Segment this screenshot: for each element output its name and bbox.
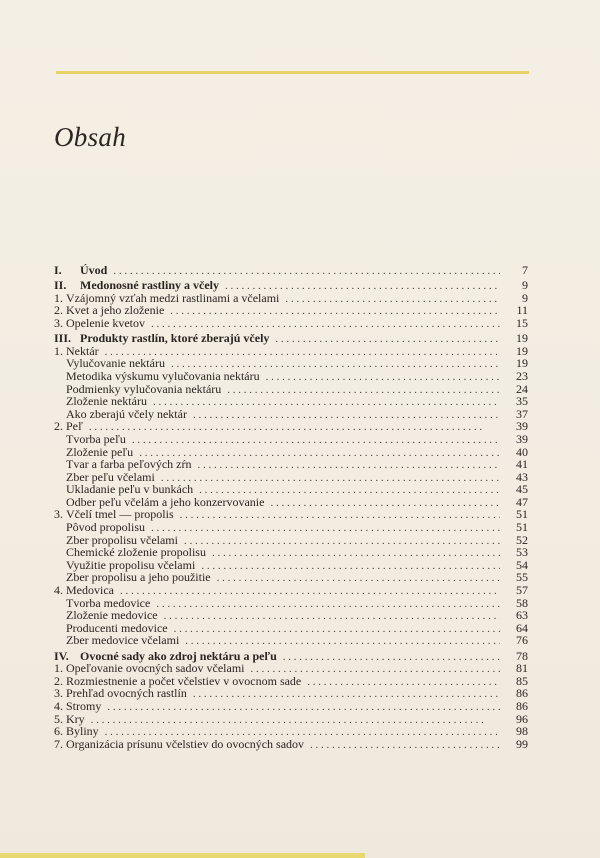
- toc-entry-label: Metodika výskumu vylučovania nektáru: [66, 368, 260, 383]
- toc-entry: [54, 725, 528, 738]
- toc-entry-label: Zber medovice včelami: [66, 633, 180, 648]
- toc-entry-label: Ako zberajú včely nektár: [66, 406, 187, 421]
- toc-entry: [54, 521, 528, 534]
- toc-entry-number: 3.: [54, 315, 63, 330]
- toc-entry-number: III.: [54, 331, 72, 346]
- toc-entry-label: Ukladanie peľu v bunkách: [66, 482, 194, 497]
- toc-entry-page: 63: [516, 608, 528, 623]
- toc-entry-page: 9: [522, 290, 528, 305]
- toc-entry-number: 2.: [54, 419, 63, 434]
- toc-entry-page: 7: [522, 263, 528, 277]
- toc-entry-page: 51: [516, 520, 528, 535]
- toc-entry-page: 15: [516, 315, 528, 330]
- toc-entry-label: Úvod: [80, 263, 108, 277]
- toc-entry-label: Rozmiestnenie a počet včelstiev v ovocnom sade: [66, 673, 302, 688]
- toc-entry-number: 1.: [54, 290, 63, 305]
- toc-entry: [54, 408, 528, 421]
- toc-entry-label: Nektár: [66, 343, 99, 358]
- dot-leader: [151, 318, 500, 331]
- toc-entry-label: Prehľad ovocných rastlín: [66, 686, 187, 701]
- toc-entry-label: Tvorba medovice: [66, 595, 151, 610]
- toc-entry-label: Byliny: [66, 724, 99, 739]
- toc-entry-label: Opeľovanie ovocných sadov včelami: [66, 661, 245, 676]
- table-of-contents: [54, 264, 528, 750]
- toc-entry: [54, 279, 528, 292]
- toc-entry: [54, 687, 528, 700]
- toc-entry-label: Kvet a jeho zloženie: [66, 303, 165, 318]
- toc-entry-label: Kry: [66, 711, 85, 726]
- toc-entry-page: 81: [516, 661, 528, 676]
- toc-entry-page: 41: [516, 457, 528, 472]
- toc-entry-number: 7.: [54, 736, 63, 751]
- toc-entry-page: 43: [516, 469, 528, 484]
- toc-entry: [54, 458, 528, 471]
- toc-entry-label: Zloženie medovice: [66, 608, 158, 623]
- toc-entry-label: Ovocné sady ako zdroj nektáru a peľu: [80, 648, 277, 663]
- toc-entry-label: Organizácia prísunu včelstiev do ovocných sadov: [66, 736, 305, 751]
- dot-leader: [113, 265, 500, 278]
- toc-entry-page: 85: [516, 673, 528, 688]
- toc-entry-page: 37: [516, 406, 528, 421]
- toc-entry-label: Zber propolisu včelami: [66, 532, 178, 547]
- toc-entry-number: 4.: [54, 698, 63, 713]
- toc-entry-number: 4.: [54, 583, 63, 598]
- toc-entry-page: 23: [516, 368, 528, 383]
- toc-entry: [54, 634, 528, 647]
- toc-entry-label: Zber peľu včelami: [66, 469, 155, 484]
- toc-entry-page: 96: [516, 711, 528, 726]
- toc-entry: [54, 584, 528, 597]
- toc-entry: [54, 395, 528, 408]
- toc-entry: [54, 713, 528, 726]
- toc-entry-page: 19: [516, 343, 528, 358]
- toc-entry: [54, 738, 528, 751]
- toc-entry-number: IV.: [54, 648, 69, 663]
- toc-entry: [54, 433, 528, 446]
- toc-entry-number: 2.: [54, 673, 63, 688]
- toc-entry-label: Chemické zloženie propolisu: [66, 545, 206, 560]
- page-title: Obsah: [54, 122, 127, 152]
- toc-entry-page: 64: [516, 620, 528, 635]
- toc-entry: [54, 483, 528, 496]
- bottom-edge-strip: [0, 853, 365, 858]
- toc-entry-label: Zloženie nektáru: [66, 394, 147, 409]
- toc-entry: [54, 317, 528, 330]
- toc-entry: [54, 264, 528, 277]
- toc-entry-page: 58: [516, 595, 528, 610]
- toc-entry-label: Producenti medovice: [66, 620, 168, 635]
- toc-entry-number: 1.: [54, 343, 63, 358]
- toc-entry-number: 3.: [54, 507, 63, 522]
- toc-entry-label: Odber peľu včelám a jeho konzervovanie: [66, 494, 265, 509]
- toc-entry: [54, 700, 528, 713]
- toc-entry-page: 19: [516, 331, 528, 346]
- toc-entry: [54, 332, 528, 345]
- toc-entry: [54, 662, 528, 675]
- toc-entry-label: Včelí tmel — propolis: [66, 507, 174, 522]
- toc-entry-number: 2.: [54, 303, 63, 318]
- toc-entry-page: 57: [516, 583, 528, 598]
- toc-entry-label: Využitie propolisu včelami: [66, 557, 196, 572]
- toc-entry-label: Medonosné rastliny a včely: [80, 278, 219, 293]
- toc-entry-label: Podmienky vylučovania nektáru: [66, 381, 222, 396]
- toc-entry-page: 39: [516, 431, 528, 446]
- toc-entry-page: 24: [516, 381, 528, 396]
- toc-entry: [54, 370, 528, 383]
- toc-entry-page: 45: [516, 482, 528, 497]
- toc-entry-label: Produkty rastlín, ktoré zberajú včely: [80, 331, 270, 346]
- toc-entry-label: Zloženie peľu: [66, 444, 134, 459]
- toc-entry-page: 78: [516, 648, 528, 663]
- toc-entry-page: 55: [516, 570, 528, 585]
- toc-entry-number: 3.: [54, 686, 63, 701]
- toc-entry-page: 11: [516, 303, 528, 318]
- toc-entry-page: 86: [516, 686, 528, 701]
- toc-entry-number: I.: [54, 263, 62, 277]
- toc-entry-number: 5.: [54, 711, 63, 726]
- toc-entry-number: 1.: [54, 661, 63, 676]
- toc-entry-page: 52: [516, 532, 528, 547]
- toc-entry: [54, 546, 528, 559]
- toc-entry-page: 9: [522, 278, 528, 293]
- toc-entry-label: Vylučovanie nektáru: [66, 356, 165, 371]
- toc-entry-page: 53: [516, 545, 528, 560]
- toc-entry-page: 19: [516, 356, 528, 371]
- toc-entry-number: II.: [54, 278, 67, 293]
- toc-entry-label: Vzájomný vzťah medzi rastlinami a včelami: [66, 290, 280, 305]
- toc-entry-label: Zber propolisu a jeho použitie: [66, 570, 211, 585]
- toc-entry: [54, 571, 528, 584]
- dot-leader: [310, 739, 500, 752]
- toc-entry-number: 6.: [54, 724, 63, 739]
- toc-entry-page: 54: [516, 557, 528, 572]
- toc-entry-label: Tvorba peľu: [66, 431, 126, 446]
- dot-leader: [185, 635, 500, 648]
- toc-entry-page: 76: [516, 633, 528, 648]
- toc-entry-page: 51: [516, 507, 528, 522]
- toc-entry-page: 35: [516, 394, 528, 409]
- toc-entry-page: 98: [516, 724, 528, 739]
- toc-entry-page: 86: [516, 698, 528, 713]
- toc-entry-label: Peľ: [66, 419, 83, 434]
- toc-entry-label: Stromy: [66, 698, 102, 713]
- toc-entry-label: Opelenie kvetov: [66, 315, 145, 330]
- toc-entry-page: 47: [516, 494, 528, 509]
- toc-entry-label: Medovica: [66, 583, 114, 598]
- top-rule: [56, 71, 529, 74]
- toc-entry-page: 39: [516, 419, 528, 434]
- toc-entry-page: 99: [516, 736, 528, 751]
- toc-entry-page: 40: [516, 444, 528, 459]
- toc-entry-label: Pôvod propolisu: [66, 520, 146, 535]
- toc-entry-label: Tvar a farba peľových zŕn: [66, 457, 192, 472]
- toc-entry: [54, 609, 528, 622]
